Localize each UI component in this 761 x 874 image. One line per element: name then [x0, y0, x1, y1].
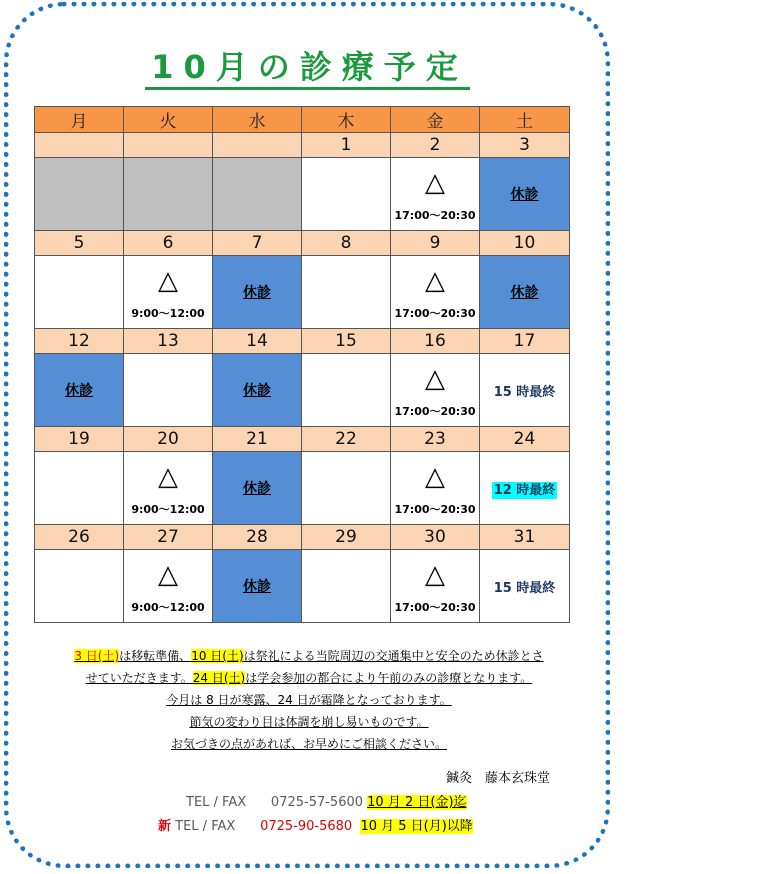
hours-text: 17:00～20:30 [394, 307, 476, 320]
schedule-row [35, 354, 570, 427]
new-contact-line [158, 815, 473, 834]
note-line: 節気の変わり目は体調を崩し易いものです。 [189, 715, 429, 729]
schedule-cell [302, 550, 391, 623]
closed-cell [480, 158, 570, 231]
schedule-cell [391, 452, 480, 525]
closed-cell [35, 354, 124, 427]
closed-label: 休診 [243, 579, 271, 595]
highlight-date: 3 日(土) [74, 649, 120, 663]
date-row [35, 231, 570, 256]
schedule-cell [302, 452, 391, 525]
old-tel-number: 0725-57-5600 [270, 795, 364, 810]
empty-cell [35, 158, 124, 231]
date-cell: 15 [302, 329, 391, 354]
note-text: は祭礼による当院周辺の交通集中と安全のため休診とさ [243, 649, 544, 663]
highlight-date: 10 日(土) [191, 649, 244, 663]
page-title-wrap [0, 42, 615, 88]
triangle-mark: △ [425, 168, 445, 198]
page-title: 10月の診療予定 [145, 48, 470, 90]
schedule-cell [302, 256, 391, 329]
note-line [34, 645, 584, 667]
schedule-cell [480, 354, 570, 427]
schedule-cell [391, 354, 480, 427]
weekday-tue: 火 [124, 107, 213, 133]
note-line [34, 667, 584, 689]
weekday-mon: 月 [35, 107, 124, 133]
weekday-sat: 土 [480, 107, 570, 133]
last-entry-label: 12 時最終 [493, 482, 556, 498]
closed-label: 休診 [243, 383, 271, 399]
new-tel-label: TEL / FAX [175, 819, 236, 834]
schedule-row [35, 452, 570, 525]
highlight-date: 24 日(土) [192, 671, 246, 685]
weekday-wed: 水 [213, 107, 302, 133]
date-cell: 23 [391, 427, 480, 452]
date-cell: 19 [35, 427, 124, 452]
closed-cell [213, 354, 302, 427]
date-row [35, 525, 570, 550]
schedule-cell [480, 452, 570, 525]
schedule-cell [124, 550, 213, 623]
hours-text: 9:00～12:00 [131, 503, 205, 516]
schedule-cell [480, 550, 570, 623]
weekday-header-row [35, 107, 570, 133]
empty-cell [124, 158, 213, 231]
date-cell: 3 [480, 133, 570, 158]
notes-block [34, 645, 584, 755]
last-entry-label: 15 時最終 [493, 384, 556, 400]
date-cell: 30 [391, 525, 480, 550]
schedule-cell [391, 158, 480, 231]
closed-cell [480, 256, 570, 329]
closed-label: 休診 [510, 187, 539, 203]
date-cell: 21 [213, 427, 302, 452]
triangle-mark: △ [425, 266, 445, 296]
schedule-cell [391, 550, 480, 623]
schedule-cell [124, 354, 213, 427]
schedule-row [35, 158, 570, 231]
closed-label: 休診 [243, 481, 271, 497]
note-text: は移転準備、 [119, 649, 192, 663]
date-cell: 5 [35, 231, 124, 256]
triangle-mark: △ [158, 462, 178, 492]
closed-cell [213, 452, 302, 525]
date-row [35, 133, 570, 158]
triangle-mark: △ [425, 364, 445, 394]
schedule-cell [124, 452, 213, 525]
note-line: 今月は 8 日が寒露、24 日が霜降となっております。 [166, 693, 452, 707]
closed-cell [213, 550, 302, 623]
hours-text: 9:00～12:00 [131, 601, 205, 614]
date-row [35, 427, 570, 452]
schedule-cell [35, 452, 124, 525]
triangle-mark: △ [158, 560, 178, 590]
closed-label: 休診 [510, 285, 539, 301]
date-cell: 29 [302, 525, 391, 550]
schedule-cell [391, 256, 480, 329]
date-cell: 2 [391, 133, 480, 158]
date-cell: 17 [480, 329, 570, 354]
hours-text: 17:00～20:30 [394, 209, 476, 222]
date-cell: 16 [391, 329, 480, 354]
schedule-row [35, 550, 570, 623]
old-tel-label: TEL / FAX [186, 795, 247, 810]
date-cell: 20 [124, 427, 213, 452]
schedule-cell [35, 256, 124, 329]
old-contact-line [186, 791, 467, 810]
triangle-mark: △ [425, 462, 445, 492]
triangle-mark: △ [425, 560, 445, 590]
closed-label: 休診 [65, 383, 93, 399]
date-cell: 14 [213, 329, 302, 354]
closed-label: 休診 [243, 285, 271, 301]
date-cell: 7 [213, 231, 302, 256]
date-row [35, 329, 570, 354]
weekday-fri: 金 [391, 107, 480, 133]
date-cell: 22 [302, 427, 391, 452]
hours-text: 9:00～12:00 [131, 307, 205, 320]
triangle-mark: △ [158, 266, 178, 296]
hours-text: 17:00～20:30 [394, 503, 476, 516]
date-cell: 28 [213, 525, 302, 550]
date-cell: 24 [480, 427, 570, 452]
new-tel-number: 0725-90-5680 [260, 819, 353, 834]
date-cell: 9 [391, 231, 480, 256]
date-cell: 1 [302, 133, 391, 158]
empty-cell [213, 158, 302, 231]
last-entry-label: 15 時最終 [493, 580, 556, 596]
calendar-table [34, 106, 570, 623]
old-tel-until: 10 月 2 日(金)迄 [367, 795, 467, 810]
date-cell: 27 [124, 525, 213, 550]
closed-cell [213, 256, 302, 329]
date-cell: 8 [302, 231, 391, 256]
date-cell [124, 133, 213, 158]
date-cell: 12 [35, 329, 124, 354]
new-mark: 新 [158, 819, 172, 834]
date-cell: 13 [124, 329, 213, 354]
date-cell [35, 133, 124, 158]
hours-text: 17:00～20:30 [394, 405, 476, 418]
date-cell: 31 [480, 525, 570, 550]
new-tel-from: 10 月 5 日(月)以降 [360, 819, 473, 834]
note-text: は学会参加の都合により午前のみの診療となります。 [245, 671, 533, 685]
date-cell: 10 [480, 231, 570, 256]
date-cell [213, 133, 302, 158]
hours-text: 17:00～20:30 [394, 601, 476, 614]
weekday-thu: 木 [302, 107, 391, 133]
note-text: せていただきます。 [85, 671, 193, 685]
schedule-cell [124, 256, 213, 329]
schedule-cell [302, 158, 391, 231]
schedule-row [35, 256, 570, 329]
schedule-cell [35, 550, 124, 623]
date-cell: 6 [124, 231, 213, 256]
clinic-signature: 鍼灸 藤本玄珠堂 [446, 771, 551, 786]
note-line: お気づきの点があれば、お早めにご相談ください。 [170, 737, 447, 751]
schedule-cell [302, 354, 391, 427]
date-cell: 26 [35, 525, 124, 550]
